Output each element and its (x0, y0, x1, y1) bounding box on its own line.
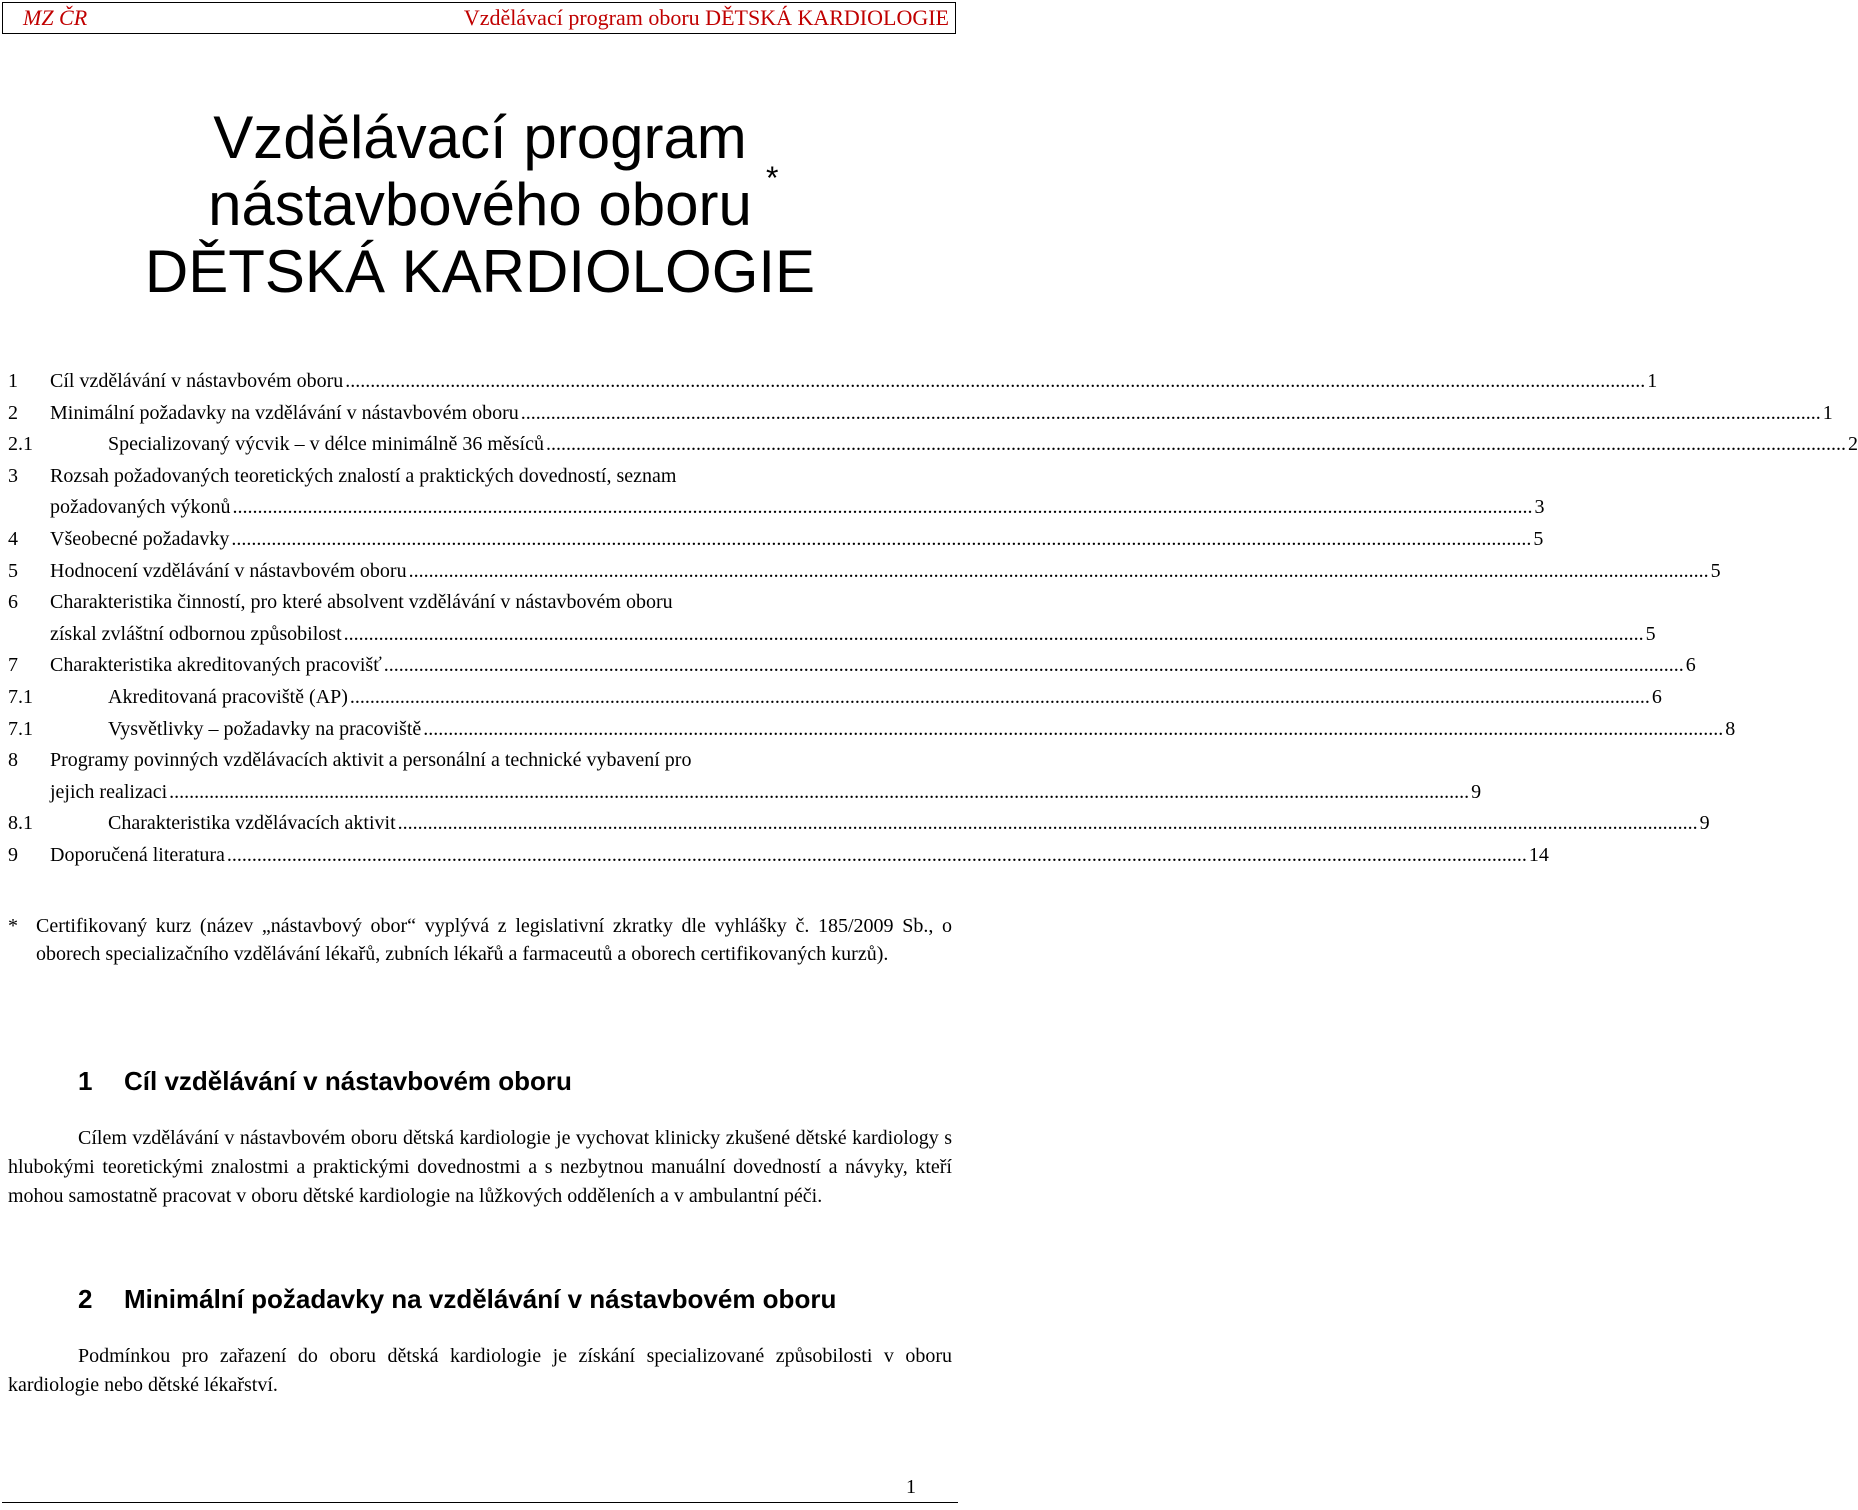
toc-label: Doporučená literatura (50, 843, 225, 866)
title-line-3: DĚTSKÁ KARDIOLOGIE (144, 238, 816, 305)
header-right: Vzdělávací program oboru DĚTSKÁ KARDIOLOGIE (463, 5, 949, 30)
footnote-star: * (8, 915, 18, 937)
toc-label: Hodnocení vzdělávání v nástavbovém oboru (50, 559, 407, 582)
toc-number: 7.1 (8, 717, 33, 740)
toc-label: Cíl vzdělávání v nástavbovém oboru (50, 370, 344, 392)
table-of-contents (8, 366, 1858, 872)
toc-entry-8-1[interactable] (8, 808, 1710, 840)
toc-number: 9 (8, 843, 18, 866)
toc-entry-9[interactable] (8, 840, 1549, 872)
toc-number: 2.1 (8, 433, 33, 456)
toc-entry-6[interactable] (8, 587, 1656, 650)
page-number: 1 (906, 1476, 916, 1498)
toc-label: Minimální požadavky na vzdělávání v nástavbovém oboru (50, 401, 519, 424)
toc-number: 3 (8, 464, 18, 487)
toc-number: 4 (8, 527, 18, 550)
toc-number: 2 (8, 401, 18, 424)
toc-label: Specializovaný výcvik – v délce minimálně 36 měsíců (108, 433, 544, 456)
toc-page: 8 (1725, 717, 1736, 740)
toc-number: 1 (8, 370, 18, 392)
toc-number: 7.1 (8, 685, 33, 708)
header-left: MZ ČR (23, 5, 88, 30)
toc-page: 5 (1710, 559, 1721, 582)
section-1-text: Cílem vzdělávání v nástavbovém oboru dětská kardiologie je vychovat klinicky zkušené dětské kardiology s hlubokými teoretickými znalostmi a praktickými dovednostmi a s nezbytnou manuální dovedností a návyky, kteří mohou samostatně pracovat v oboru dětské kardiologie na lůžkových odděleních a v ambulantní péči. (8, 1127, 952, 1207)
section-number: 1 (78, 1066, 93, 1096)
toc-page: 2 (1848, 433, 1858, 456)
section-title: Cíl vzdělávání v nástavbovém oboru (124, 1066, 572, 1096)
page-header (2, 2, 956, 34)
toc-number: 5 (8, 559, 18, 582)
toc-page: 14 (1528, 843, 1549, 866)
toc-page: 9 (1699, 812, 1710, 835)
toc-number: 7 (8, 654, 18, 677)
toc-entry-5[interactable] (8, 556, 1721, 588)
toc-label: Programy povinných vzdělávacích aktivit a personální a technické vybavení pro (50, 749, 692, 772)
toc-label-cont: získal zvláštní odbornou způsobilost (50, 622, 342, 645)
toc-entry-7-1[interactable] (8, 682, 1662, 714)
section-title: Minimální požadavky na vzdělávání v nástavbovém oboru (124, 1284, 837, 1314)
toc-entry-4[interactable] (8, 524, 1544, 556)
title-line-1: Vzdělávací program (213, 104, 747, 171)
toc-entry-2-1[interactable] (8, 429, 1858, 461)
toc-entry-7[interactable] (8, 650, 1696, 682)
toc-entry-1[interactable] (8, 366, 1658, 398)
document-title (0, 104, 960, 305)
section-2-text: Podmínkou pro zařazení do oboru dětská kardiologie je získání specializované způsobilosti v oboru kardiologie nebo dětské lékařství. (8, 1345, 952, 1396)
toc-page: 6 (1651, 685, 1662, 708)
toc-page: 6 (1685, 654, 1696, 677)
toc-page: 1 (1822, 401, 1833, 424)
toc-label-cont: jejich realizaci (50, 780, 168, 803)
toc-label: Rozsah požadovaných teoretických znalostí a praktických dovedností, seznam (50, 464, 677, 487)
toc-label: Charakteristika činností, pro které absolvent vzdělávání v nástavbovém oboru (50, 591, 673, 614)
toc-entry-2[interactable] (8, 398, 1833, 430)
toc-label: Akreditovaná pracoviště (AP) (108, 685, 348, 708)
toc-number: 6 (8, 591, 18, 614)
footer-divider (2, 1502, 958, 1503)
toc-entry-7-1b[interactable] (8, 714, 1736, 746)
toc-number: 8 (8, 749, 18, 772)
toc-label: Charakteristika akreditovaných pracovišť (50, 654, 382, 677)
toc-page: 9 (1471, 780, 1482, 803)
toc-page: 5 (1645, 622, 1656, 645)
toc-page: 1 (1647, 370, 1658, 392)
toc-label: Charakteristika vzdělávacích aktivit (108, 812, 396, 835)
toc-label: Všeobecné požadavky (50, 527, 230, 550)
toc-page: 5 (1533, 527, 1544, 550)
footnote-text: Certifikovaný kurz (název „nástavbový obor“ vyplývá z legislativní zkratky dle vyhlášky č. 185/2009 Sb., o oborech specializačního vzdělávání lékařů, zubních lékařů a farmaceutů a oborech certifikovaných kurzů). (36, 915, 952, 965)
toc-label-cont: požadovaných výkonů (50, 496, 231, 519)
section-1-heading (78, 1066, 572, 1097)
toc-page: 3 (1534, 496, 1545, 519)
section-number: 2 (78, 1284, 93, 1314)
toc-entry-3[interactable] (8, 461, 1545, 524)
toc-entry-8[interactable] (8, 745, 1482, 808)
toc-number: 8.1 (8, 812, 33, 835)
toc-label: Vysvětlivky – požadavky na pracoviště (108, 717, 422, 740)
title-asterisk: * (766, 160, 779, 196)
section-2-heading (78, 1284, 836, 1315)
title-line-2: nástavbového oboru (208, 171, 752, 238)
footnote (8, 912, 952, 968)
